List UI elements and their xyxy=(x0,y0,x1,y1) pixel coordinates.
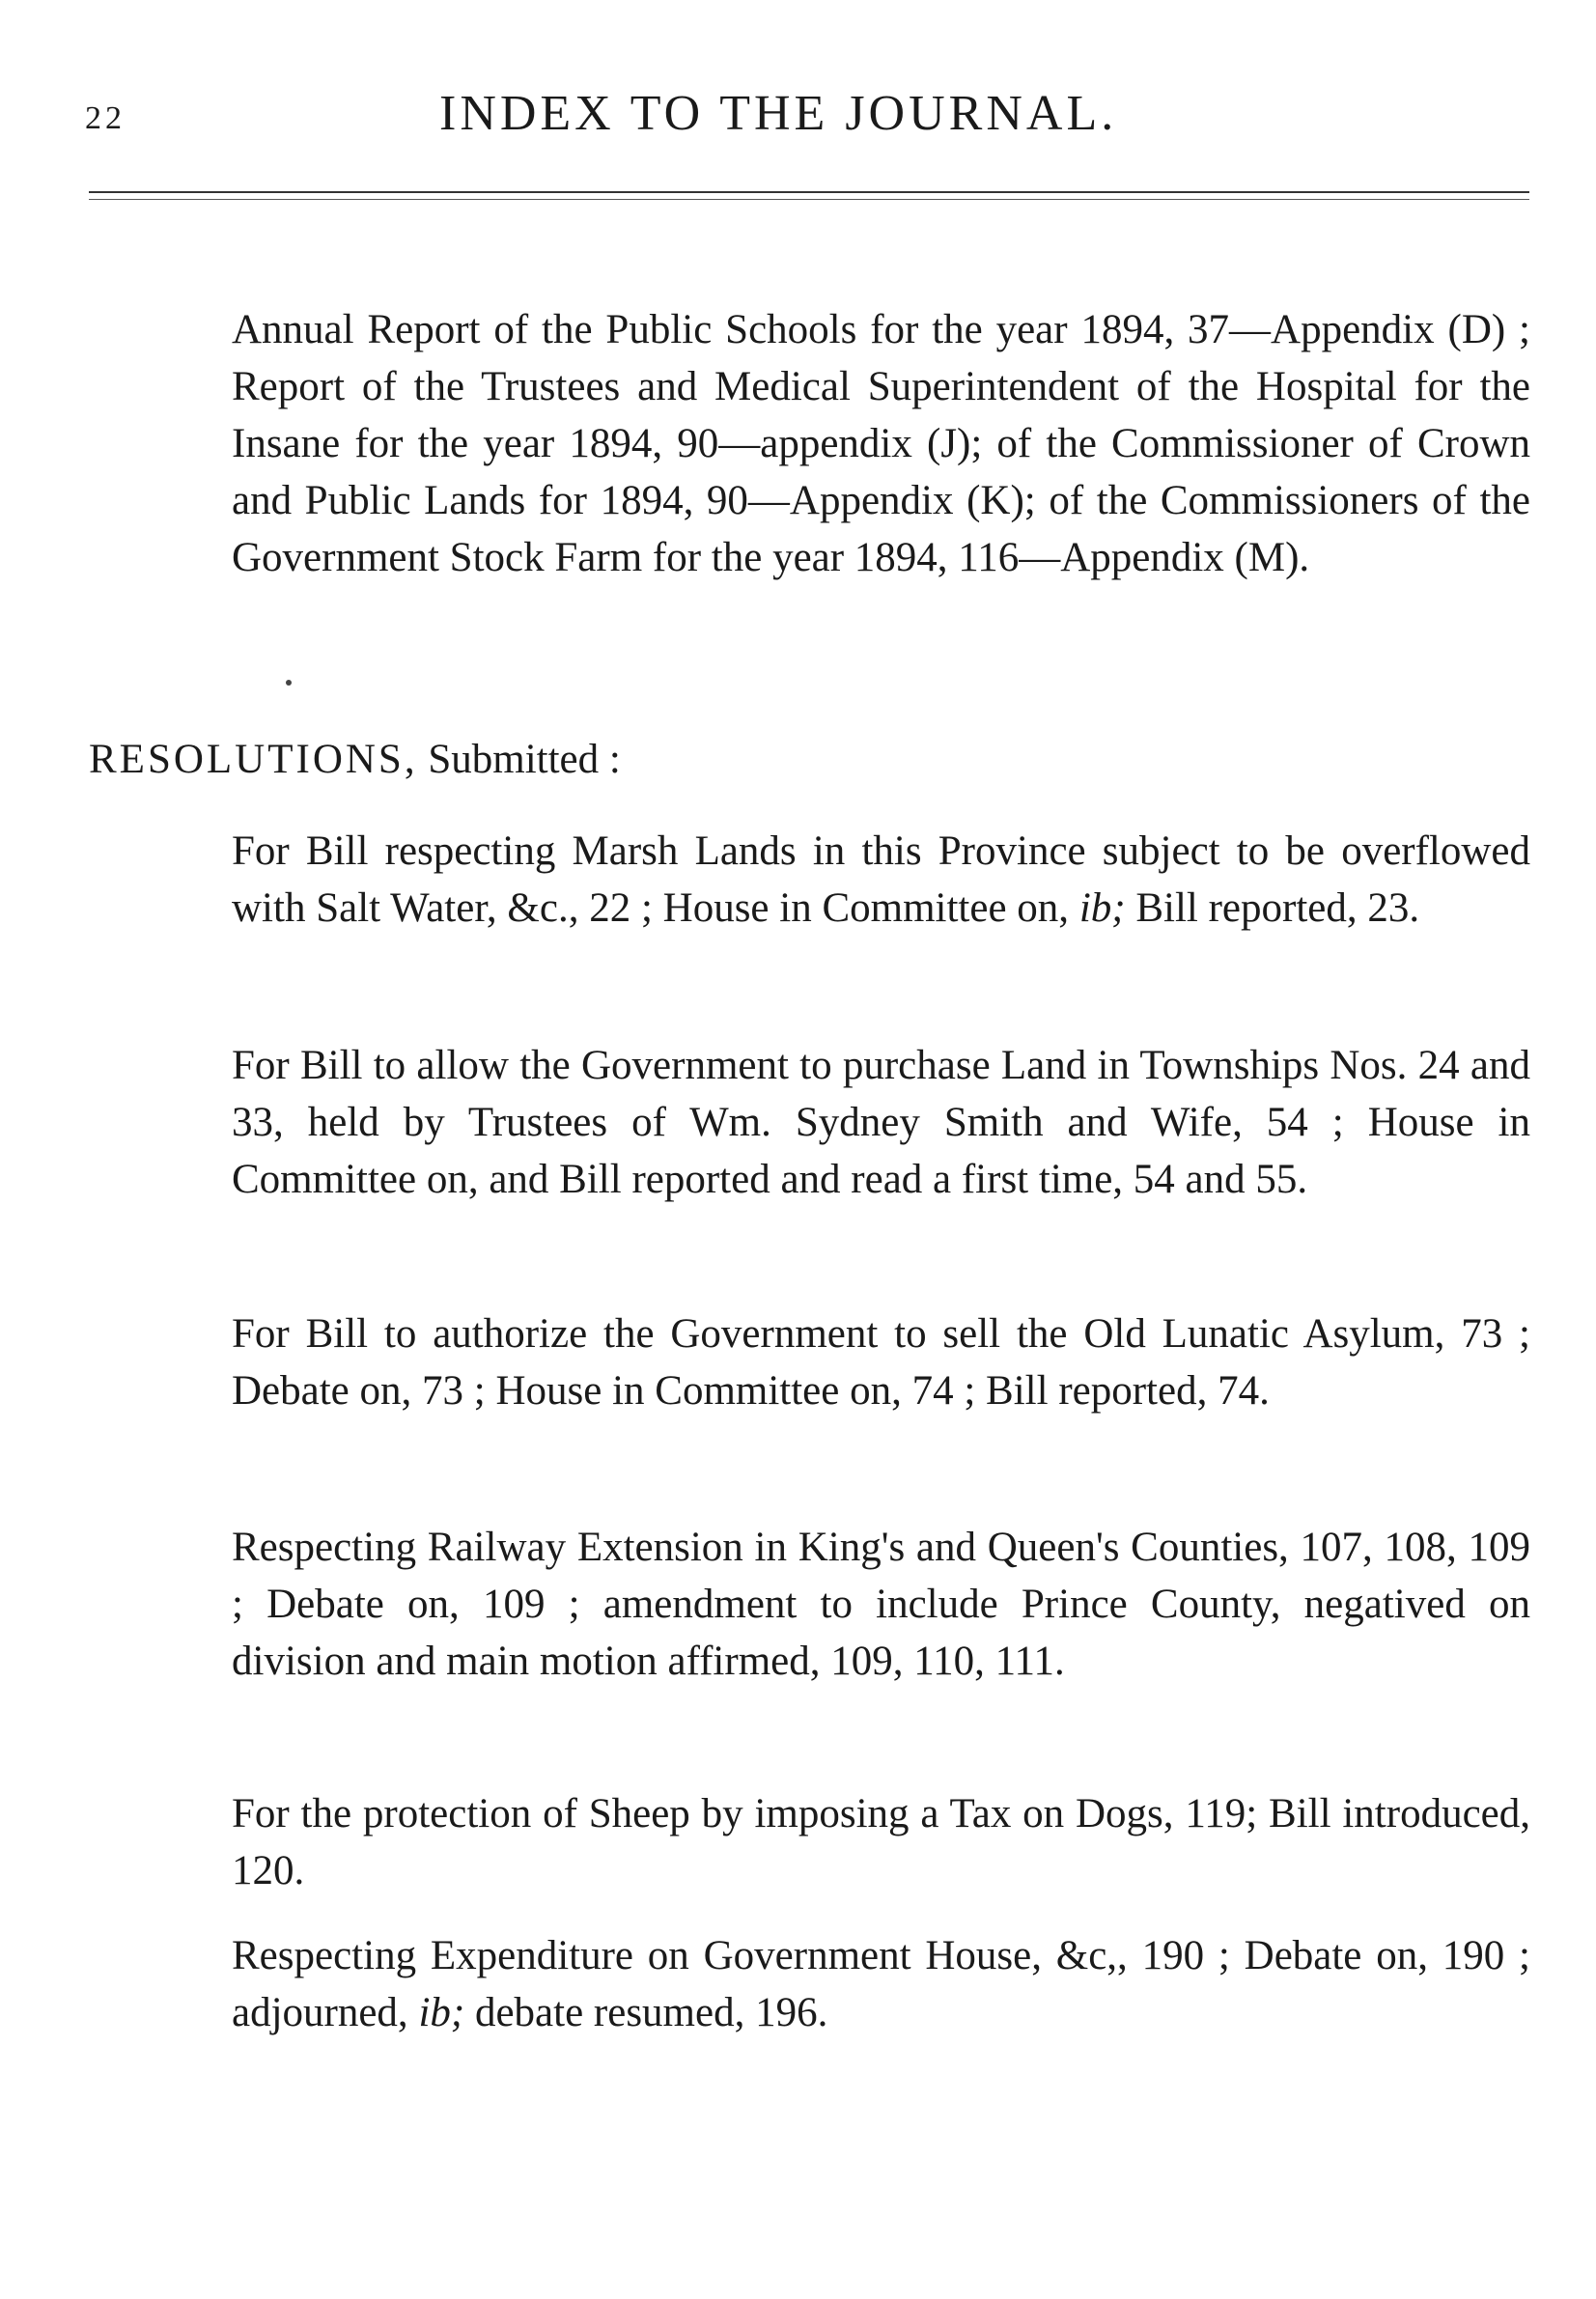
section-heading-caps: RESOLUTIONS, xyxy=(89,737,418,782)
header-rule xyxy=(89,191,1529,193)
resolution-entry: For the protection of Sheep by imposing a Tax on Dogs, 119; Bill introduced, 120. xyxy=(232,1791,1530,1893)
entry-text: debate resumed, 196. xyxy=(464,1990,828,2035)
page-header xyxy=(0,85,1596,153)
running-title: INDEX TO THE JOURNAL. xyxy=(439,86,1118,141)
stray-mark xyxy=(286,680,292,686)
page-number: 22 xyxy=(85,100,126,136)
resolution-entry: For Bill to authorize the Government to sell the Old Lunatic Asylum, 73 ; Debate on, 73 ; House in Committee on, 74 ; Bill reported, 74. xyxy=(232,1311,1530,1414)
entry-text: Respecting Expenditure on Government House, &c,, 190 ; Debate on, 190 ; adjourned, xyxy=(232,1933,1530,2035)
entry-text: Bill reported, 23. xyxy=(1125,885,1420,931)
annual-report-entry: Annual Report of the Public Schools for the year 1894, 37—Appendix (D) ; Report of the Trustees and Medical Superintendent of the Hospital for the Insane for the year 1894, 90—appendix (J); of the Commissioner of Crown and Public Lands for 1894, 90—Appendix (K); of the Commissioners of the Government Stock Farm for the year 1894, 116—Appendix (M). xyxy=(232,307,1530,580)
header-rule-thin xyxy=(89,199,1529,200)
entry-ibid: ib; xyxy=(1078,885,1126,931)
entry-text: For Bill respecting Marsh Lands in this Province subject to be overflowed with Salt Water, &c., 22 ; House in Committee on, xyxy=(232,828,1530,931)
resolution-entry xyxy=(232,1927,1530,2041)
resolution-entry: Respecting Railway Extension in King's and Queen's Counties, 107, 108, 109 ; Debate on, 109 ; amendment to include Prince County, negatived on division and main motion affirmed, 109, 110, 111. xyxy=(232,1525,1530,1684)
section-heading xyxy=(89,731,621,788)
entry-ibid: ib; xyxy=(418,1990,465,2035)
resolution-entry: For Bill to allow the Government to purchase Land in Townships Nos. 24 and 33, held by Trustees of Wm. Sydney Smith and Wife, 54 ; House in Committee on, and Bill reported and read a first time, 54 and 55. xyxy=(232,1043,1530,1202)
resolution-entry xyxy=(232,823,1530,937)
section-heading-rest: Submitted : xyxy=(428,737,621,782)
